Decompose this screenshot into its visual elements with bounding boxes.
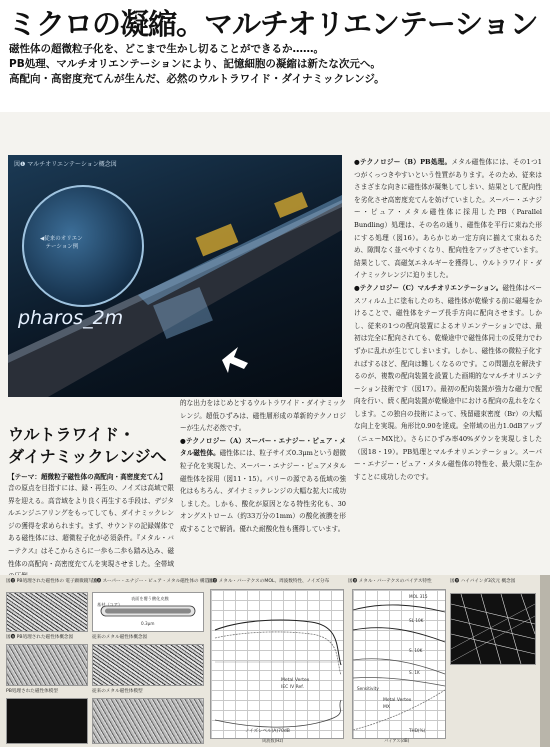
tape-glow [138, 195, 342, 305]
fig18-legend-2: MX [383, 705, 390, 710]
section-heading-line-2: ダイナミックレンジへ [8, 447, 167, 466]
fig15-legend-2: IEC IV Ref. [281, 685, 304, 690]
tech-b-heading: ●テクノロジー（B）PB処理。 [354, 158, 452, 166]
section-heading-line-1: ウルトラワイド・ [8, 425, 136, 444]
left-column-text: 音の原点を目指すには、録・再生の、ノイズは高域で限界を迎える。高音域をより良く再生する手段は、デジタルエンジニアリングをもってしても、ダイナミックレンジの獲得を求められます。まず、サウンドの記録媒体である磁性体には、超微粒子化が必須条件。『メタル・バーテクス』はそこからさらに一歩も二歩も踏み込み、磁性体の高配向・高密度充てんを実現させました。全帯域 [8, 484, 174, 568]
fig15-chart [210, 589, 344, 739]
section-heading [8, 424, 167, 468]
page-edge [540, 575, 550, 747]
fig18-label-thd: THD(%) [409, 728, 426, 733]
mid-body: 的な出力をはじめとするウルトラワイド・ダイナミックレンジ。超低ひずみは、磁性層形成の革新的テクノロジーが生んだ必然です。 [180, 399, 346, 433]
fig18-xlabel: バイアス(dB) [384, 738, 410, 743]
fig15-caption: 図⓯ メタル・バーテクスのMOL、周波数特性、ノイズ分布 [208, 579, 330, 584]
mesh-line-1 [451, 594, 535, 664]
tech-c-body: 磁性体はベースフィルム上に塗布したのち、磁性体が乾燥する前に磁場をかけることで、磁性体をテープ長手方向に配向させます。しかし、従来の1つの配向装置によるオリエンテーションでは、最初は完全に配向されても、乾燥途中で磁性体同士の反発力でわずかに乱れが生じてしまいます。しかし、磁性体の微粒子化すればするほど、配向は難しくなるのです。この問題点を解決するのが、複数の配向装置を設置した画期的なマルチオリエンテーション技術です（図17）。最初の配向装置が強力な磁力で配向を行い、続く配向装置が乾燥途中における配向の乱れをなくします。この独自の技術によって、残留磁束密度（Br）の大幅な向上を実現。角形比0.90を達成。全帯域の出力1.0dBアップ（ニューMX比）。さらにひずみ率40%ダウンを実現しました（図18・19）。PB処理とマルチオリエンテーション。スーパー・エナジー・ピュア・メタル磁性体の特性を、最大限に生かすことに成功したのです。 [354, 283, 542, 481]
fig18-label-s1k: S. 1K [409, 670, 420, 675]
fig13-micrograph [6, 592, 88, 632]
figure-strip [0, 575, 550, 747]
fig14-label-3: 0.3μm [141, 621, 155, 626]
fig18-thd-curve [353, 690, 445, 730]
fig16b-image [92, 644, 204, 686]
fig18-label-sl: SL 10K [409, 618, 424, 623]
fig17-model [6, 698, 88, 744]
fig17b-caption: 従来のメタル磁性体模型 [92, 689, 143, 694]
fig16-caption: 図⓰ PB処理された磁性体概念図 [6, 635, 74, 640]
fig18-mol-curve [353, 605, 445, 612]
fig14-label-1: 表面を覆う酸化皮膜 [131, 596, 169, 601]
fig17b-model [92, 698, 204, 744]
fig14-label-2: 基材（コア） [97, 602, 123, 607]
fig18-sl-curve [353, 628, 445, 642]
middle-column-text [180, 397, 346, 567]
fig15-xlabel: 周波数(Hz) [262, 738, 284, 743]
fig18-label-mol: MOL 315 [409, 594, 428, 599]
tech-c-heading: ●テクノロジー（C）マルチオリエンテーション。 [354, 283, 503, 292]
fig18-s10k-curve [353, 659, 445, 674]
fig18-s1k-curve [353, 677, 445, 686]
watermark: pharos_2m [18, 307, 124, 329]
page-title: ミクロの凝縮。マルチオリエンテーション [8, 7, 538, 41]
fig18-caption: 図⓲ メタル・バーテクスのバイアス特性 [348, 579, 432, 584]
fig15-legend-1: Metal Vertex [281, 678, 310, 683]
fig18-label-sens: Sensitivity [357, 686, 379, 691]
tech-a-body: 磁性体には、粒子サイズ0.3μmという超微粒子化を実現した、スーパー・エナジー・ピュアメタル磁性体を採用（図11・15）。パリーの源である低域の強化はもちろん、ダイナミックレンジの大幅な拡大に成功しました。しかも、酸化が原因となる特性劣化も、30オングストローム（約33万分の1mm）の酸化被膜を形成することで解消。優れた耐酸化性も獲得しています。 [180, 449, 347, 533]
tech-a-heading: ●テクノロジー（A）スーパー・エナジー・ピュア・メタル磁性体。 [180, 436, 346, 458]
particle-core [105, 609, 191, 614]
fig14-caption: 図⓮ スーパー・エナジー・ピュア・メタル磁性体の 構造図 [92, 579, 214, 584]
fig18-label-s10k: S. 10K [409, 648, 423, 653]
lead-line-2: PB処理、マルチオリエンテーションにより、記憶細胞の凝縮は新たな次元へ。 [9, 58, 381, 70]
fig13-caption: 図⓭ PB処理された磁性体の 電子顕微鏡写真 [6, 579, 98, 584]
fig18-chart [352, 589, 446, 739]
fig18-plot [353, 590, 445, 738]
fig17-caption: PB処理された磁性体模型 [6, 689, 58, 694]
fig16b-caption: 従来のメタル磁性体概念図 [92, 635, 148, 640]
theme-label: 【テーマ：超微粒子磁性体の高配向・高密度充てん】 [8, 473, 167, 481]
orientation-magnet-2 [274, 192, 308, 218]
fig15-plot [211, 590, 343, 738]
fig15-series-metal-vertex [215, 620, 341, 665]
inset-label: ◀従来のオリエン テーション例 [40, 236, 83, 250]
tech-b-body: メタル磁性体には、その1つ1つがくっつきやすいという性質があります。そのため、従来はさまざまな向きに磁性体が凝集してしまい、結果として配向性を劣化させ高密度充てんを妨げていました。スーパー・エナジー・ピュア・メタル磁性体に採用したPB（Parallel Bundling）処理は、その名の通り、磁性体を平行に束ねた形にする処理（図16）。あらかじめ一定方向に揃えて束ねるため、隙間なく並べやすくなり、配向性をアップさせています。結果として、高磁気エネルギーを獲得し、ウルトラワイド・ダイナミックレンジに迫りました。 [354, 158, 542, 280]
fig19-caption: 図⓳ ハイバインダ3次元 概念図 [450, 579, 516, 584]
lead-line-1: 磁性体の超微粒子化を、どこまで生かし切ることができるか……。 [9, 43, 324, 55]
figure-caption: 図❶ マルチオリエンテーション概念図 [14, 161, 117, 168]
lead-line-3: 高配向・高密度充てんが生んだ、必然のウルトラワイド・ダイナミックレンジ。 [9, 73, 385, 85]
fig19-image [450, 593, 536, 665]
fig14-structure [92, 592, 204, 632]
mesh-line-2 [451, 604, 535, 662]
fig18-legend-1: Metal Vertex [383, 698, 412, 703]
binder-mesh-svg [451, 594, 535, 664]
fig15-note: ノイズレベル(A)70dB [245, 729, 290, 734]
direction-arrow-icon [222, 347, 248, 373]
fig16-image [6, 644, 88, 686]
fig15-noise-curve [215, 700, 341, 727]
fig15-series-iec [215, 632, 341, 675]
right-column-text [354, 156, 542, 576]
hero-illustration [8, 155, 342, 397]
